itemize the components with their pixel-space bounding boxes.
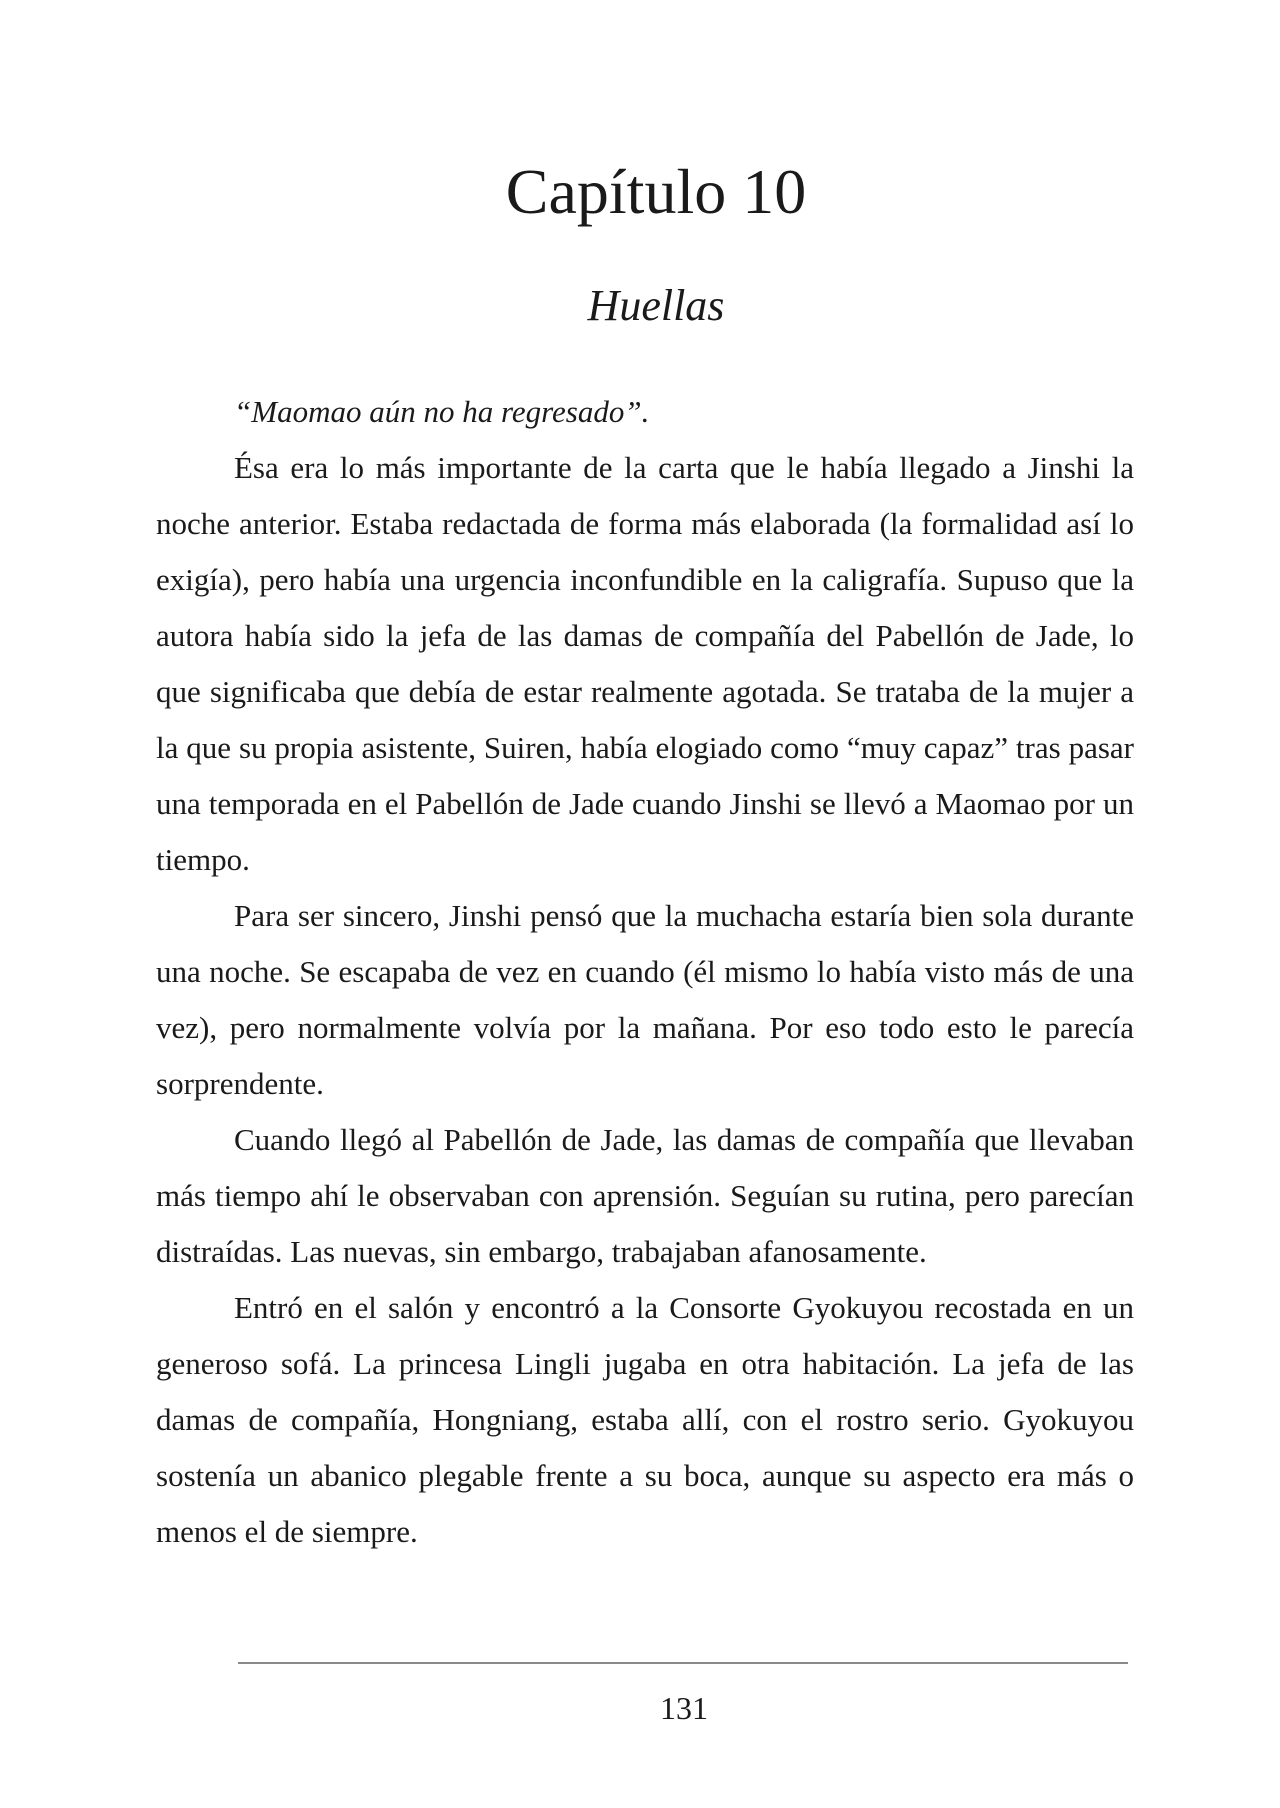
footer-divider — [238, 1662, 1128, 1664]
paragraph: Entró en el salón y encontró a la Consorte Gyokuyou recostada en un generoso sofá. La princesa Lingli jugaba en otra habitación. La jefa de las damas de compañía, Hongniang, estaba allí, con el rostro serio. Gyokuyou sostenía un abanico plegable frente a su boca, aunque su aspecto era más o menos el de siempre. — [156, 1290, 1134, 1549]
chapter-subtitle: Huellas — [587, 281, 725, 330]
opening-quote-paragraph: “Maomao aún no ha regresado”. — [234, 394, 650, 429]
page-number: 131 — [660, 1690, 708, 1726]
paragraph: Ésa era lo más importante de la carta que le había llegado a Jinshi la noche anterior. Estaba redactada de forma más elaborada (la formalidad así lo exigía), pero había una urgencia inconfundible en la caligrafía. Supuso que la autora había sido la jefa de las damas de compañía del Pabellón de Jade, lo que significaba que debía de estar realmente agotada. Se trataba de la mujer a la que su propia asistente, Suiren, había elogiado como “muy capaz” tras pasar una temporada en el Pabellón de Jade cuando Jinshi se llevó a Maomao por un tiempo. — [156, 450, 1134, 877]
chapter-title: Capítulo 10 — [505, 156, 807, 227]
chapter-body — [156, 384, 1134, 1560]
paragraph: Para ser sincero, Jinshi pensó que la muchacha estaría bien sola durante una noche. Se escapaba de vez en cuando (él mismo lo había visto más de una vez), pero normalmente volvía por la mañana. Por eso todo esto le parecía sorprendente. — [156, 898, 1134, 1101]
paragraph: Cuando llegó al Pabellón de Jade, las damas de compañía que llevaban más tiempo ahí le observaban con aprensión. Seguían su rutina, pero parecían distraídas. Las nuevas, sin embargo, trabajaban afanosamente. — [156, 1122, 1134, 1269]
